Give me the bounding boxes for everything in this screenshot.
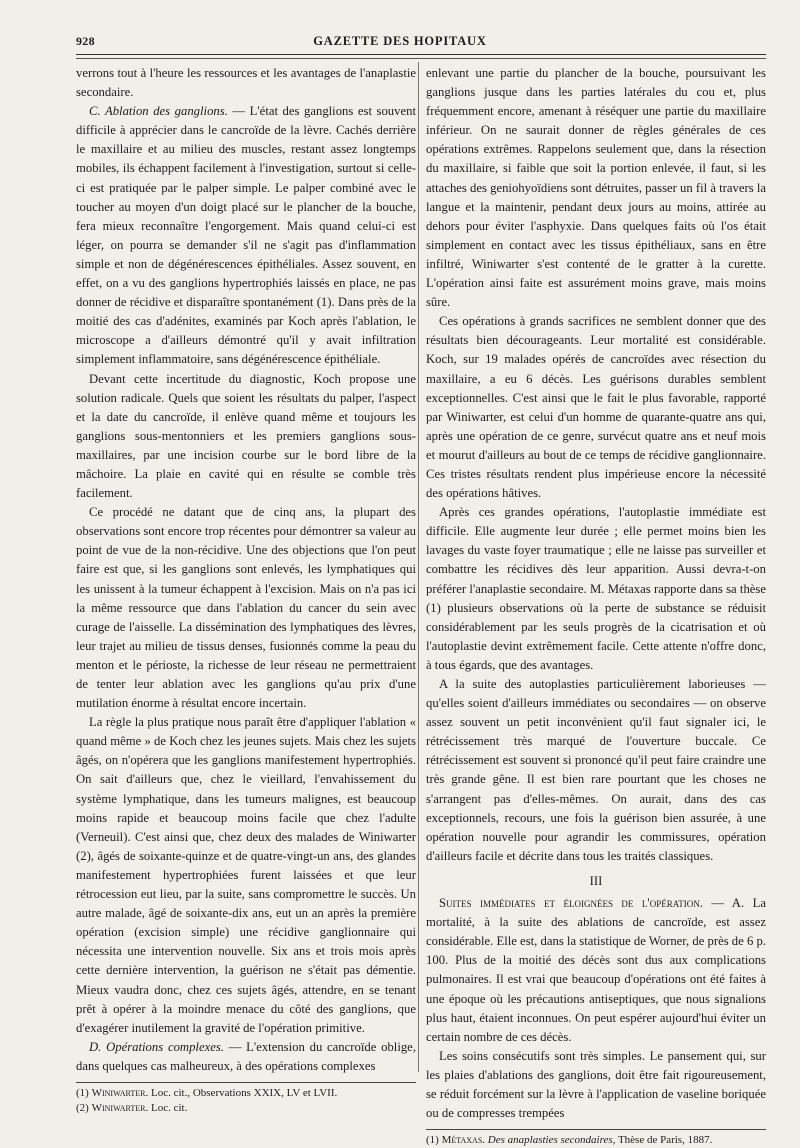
section-number: III bbox=[589, 873, 603, 888]
footnote bbox=[426, 1133, 766, 1148]
paragraph-text: — A. La mortalité, à la suite des ablations de cancroïde, est assez considérable. Elle est, dans la statistique de Worner, de près de 6 p. 100. Plus de la moitié des décès sont dus aux complications pulmonaires. Il est vrai que beaucoup d'opérations ont été faites à une époque où les précautions antiseptiques, que nous signalions plus haut, étaient inconnues. On peut espérer aujourd'hui éviter un certain nombre de ces décès. bbox=[426, 896, 767, 1044]
paragraph: Après ces grandes opérations, l'autoplastie immédiate est difficile. Elle augmente leur durée ; elle permet moins bien les lavages du vaste foyer traumatique ; elle ne laisse pas surveiller et combattre les récidives dès leur apparition. Aussi devra-t-on préférer l'anaplastie secondaire. M. Métaxas rapporte dans sa thèse (1) plusieurs observations où la perte de substance se réduisit considérablement par les seuls progrès de la cicatrisation et où l'autoplastie devint extrêmement facile. Cette attente n'offre donc, à tous égards, que des avantages. bbox=[426, 505, 766, 672]
footnote bbox=[76, 1086, 416, 1101]
subsection-heading: C. Ablation des ganglions. bbox=[89, 104, 228, 119]
footnote-text: Thèse de Paris, 1887. bbox=[615, 1134, 713, 1147]
paragraph bbox=[76, 1038, 416, 1076]
right-column bbox=[426, 64, 766, 1148]
paragraph-text: — L'extension du cancroïde oblige, dans quelques cas malheureux, à des opérations complexes bbox=[76, 1039, 416, 1073]
column-divider bbox=[418, 62, 419, 1072]
footnote-author: Métaxas. bbox=[441, 1134, 486, 1147]
footnote bbox=[76, 1101, 416, 1116]
paragraph: A la suite des autoplasties particulièrement laborieuses — qu'elles soient d'ailleurs immédiates ou secondaires — on observe assez souvent un petit inconvénient qu'il faut signaler ici, le rétrécissement très marqué de l'ouverture buccale. Ce rétrécissement est souvent si prononcé qu'il peut faire craindre une très grande gêne. Il est bien rare pourtant que les choses ne s'arrangent pas d'elles-mêmes. On aurait, dans des cas exceptionnels, recours, une fois la guérison bien assurée, à une opération nouvelle pour agrandir les commissures, opération d'ailleurs facile et décrite dans tous les traités classiques. bbox=[426, 677, 766, 863]
section-heading: Suites immédiates et éloignées de l'opération. bbox=[439, 896, 703, 911]
left-column bbox=[76, 64, 416, 1116]
footnote-author: Winiwarter. bbox=[91, 1086, 149, 1099]
header-rule-secondary bbox=[76, 58, 766, 59]
paragraph-text: — L'état des ganglions est souvent difficile à apprécier dans le cancroïde de la lèvre. Cachés derrière le maxillaire et au milieu des muscles, restant assez longtemps mobiles, ils échappent facilement à l'investigation, surtout si celle-ci est pratiquée par le palper simple. Le palper combiné avec le toucher au moyen d'un doigt placé sur le plancher de la bouche, fera mieux reconnaître l'engorgement. Mais quand celui-ci est léger, on pourra se demander s'il ne s'agit pas d'inflammation simple et non de dégénérescences épithéliales. Assez souvent, en effet, on a vu des ganglions hypertrophiés laissés en place, ne pas donner de récidive et disparaître spontanément (1). Dans près de la moitié des cas d'adénites, examinés par Koch après l'ablation, le microscope a d'ailleurs démontré qu'il y avait infiltration simplement inflammatoire, sans dégénérescence épithéliale. bbox=[76, 104, 416, 367]
footnote-marker: (2) bbox=[76, 1101, 92, 1114]
page-number: 928 bbox=[76, 34, 95, 48]
footnote-author: Winiwarter. bbox=[91, 1101, 149, 1114]
footnote-rule bbox=[426, 1129, 766, 1130]
paragraph bbox=[426, 894, 766, 1047]
paragraph: Ces opérations à grands sacrifices ne semblent donner que des résultats bien décourageants. Leur mortalité est considérable. Koch, sur 19 malades opérés de cancroïdes avec résection du maxillaire, a eu 6 décès. Les guérisons durables semblent exceptionnelles. C'est ainsi que le fait le plus favorable, rapporté par Winiwarter, est celui d'un homme de quarante-quatre ans qui, après une opération de ce genre, survécut quatre ans et neuf mois et mourut d'ailleurs au bout de ce temps de récidive ganglionnaire. Ces tristes résultats rendent plus impérieuse encore la nécessité des opérations hâtives. bbox=[426, 314, 766, 501]
footnote-marker: (1) bbox=[426, 1134, 442, 1147]
paragraph: verrons tout à l'heure les ressources et les avantages de l'anaplastie secondaire. bbox=[76, 66, 416, 100]
paragraph: Ce procédé ne datant que de cinq ans, la plupart des observations sont encore trop récentes pour démontrer sa valeur au point de vue de la non-récidive. Une des objections que l'on peut faire est que, si les ganglions sont enlevés, les lymphatiques qui les unissent à la tumeur échappent à l'excision. Mais on n'a pas ici la même ressource que dans l'ablation du cancer du sein avec curage de l'aisselle. La dissémination des lymphatiques des lèvres, leur trajet au milieu de tissus denses, fusionnés comme la peau du menton et le périoste, la richesse de leur réseau ne permettraient de tenter leur ablation avec les ganglions qu'au prix d'une mutilation énorme à résultat encore incertain. bbox=[76, 505, 416, 711]
subsection-heading: D. Opérations complexes. bbox=[89, 1039, 224, 1054]
footnote-marker: (1) bbox=[76, 1086, 92, 1099]
paragraph: Les soins consécutifs sont très simples. Le pansement qui, sur les plaies d'ablations des ganglions, doit être fait rigoureusement, se réduit forcément sur la lèvre à l'application de vaseline boriquée ou de compresses trempées bbox=[426, 1048, 766, 1121]
paragraph: Devant cette incertitude du diagnostic, Koch propose une solution radicale. Quels que soient les résultats du palper, l'aspect et la date du cancroïde, il enlève quand même et toujours les ganglions sous-mentonniers et les premiers ganglions sous-maxillaires, par une incision courbe sur le bord libre de la mâchoire. La plaie en cavité qui en résulte se comble très facilement. bbox=[76, 371, 416, 501]
header-rule bbox=[76, 54, 766, 55]
footnote-text: Loc. cit., Observations XXIX, LV et LVII. bbox=[148, 1086, 338, 1099]
paragraph: La règle la plus pratique nous paraît être d'appliquer l'ablation « quand même » de Koch chez les jeunes sujets. Mais chez les sujets âgés, on n'opérera que les ganglions manifestement hypertrophiés. On sait d'ailleurs que, chez le vieillard, l'envahissement du système lymphatique, dans les tumeurs malignes, est beaucoup moins rapide et beaucoup moins facile que chez l'adulte (Verneuil). C'est ainsi que, chez deux des malades de Winiwarter (2), âgés de soixante-quinze et de quatre-vingt-un ans, des glandes manifestement hypertrophiées furent laissées et que leur rétrocession eut lieu, par la suite, sans compromettre le succès. Un autre malade, âgé de soixante-dix ans, eut un an après la première opération (excision simple) une récidive ganglionnaire qui nécessita une intervention nouvelle. Six ans et trois mois après cette dernière intervention, la guérison ne s'était pas démentie. Mieux vaudra donc, chez ces sujets âgés, attendre, en se tenant prêt à opérer à la moindre menace du côté des ganglions, que d'exagérer inutilement la gravité de l'opération primitive. bbox=[76, 715, 416, 1035]
running-title: GAZETTE DES HOPITAUX bbox=[313, 34, 487, 48]
paragraph: enlevant une partie du plancher de la bouche, poursuivant les ganglions jusque dans les parties latérales du cou et, plus fréquemment encore, amenant à réséquer une partie du maxillaire inférieur. On ne saurait donner de règles générales de ces opérations extrêmes. Rappelons seulement que, dans la résection du maxillaire, si faible que soit la portion enlevée, il faut, si les attaches des geniohyoïdiens sont détruites, passer un fil à travers la langue et la maintenir, pendant deux jours au moins, attirée au dehors pour éviter l'asphyxie. Dans quelques faits où l'os était simplement en contact avec les tissus épithéliaux, sans en être infiltré, Winiwarter s'est contenté de le gratter à la curette. L'opération ainsi faite est assurément moins grave, mais moins sûre. bbox=[426, 66, 766, 310]
paragraph bbox=[76, 102, 416, 369]
footnote-rule bbox=[76, 1082, 416, 1083]
footnote-text: Loc. cit. bbox=[148, 1101, 188, 1114]
footnote-title: Des anaplasties secondaires, bbox=[487, 1134, 616, 1147]
